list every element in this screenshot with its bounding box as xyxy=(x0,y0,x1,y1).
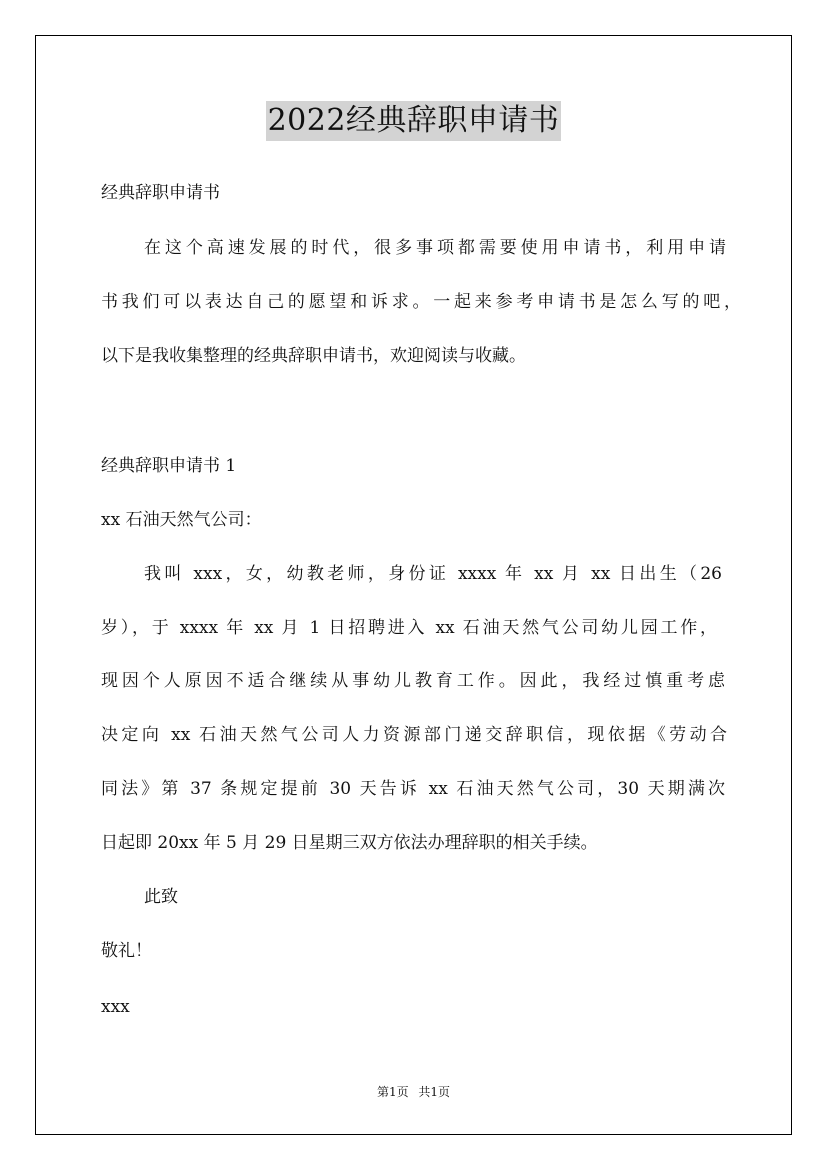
closing-line-1: 此致 xyxy=(144,887,178,907)
intro-line-2: 书我们可以表达自己的愿望和诉求。一起来参考申请书是怎么写的吧， xyxy=(101,292,741,312)
closing-line-2: 敬礼！ xyxy=(101,941,152,961)
intro-line-1: 在这个高速发展的时代，很多事项都需要使用申请书，利用申请 xyxy=(144,238,726,258)
signature: xxx xyxy=(101,997,130,1017)
salutation: xx 石油天然气公司： xyxy=(101,510,262,530)
document-subtitle: 经典辞职申请书 xyxy=(101,183,220,203)
section-heading: 经典辞职申请书 1 xyxy=(101,456,237,476)
body-line-2: 岁），于 xxxx 年 xx 月 1 日招聘进入 xx 石油天然气公司幼儿园工作， xyxy=(101,618,717,638)
body-line-1: 我叫 xxx，女，幼教老师，身份证 xxxx 年 xx 月 xx 日出生（26 xyxy=(144,564,722,584)
page-footer xyxy=(0,1084,827,1100)
body-line-6: 日起即 20xx 年 5 月 29 日星期三双方依法办理辞职的相关手续。 xyxy=(101,833,598,853)
intro-line-3: 以下是我收集整理的经典辞职申请书，欢迎阅读与收藏。 xyxy=(101,346,526,366)
body-line-4: 决定向 xx 石油天然气公司人力资源部门递交辞职信，现依据《劳动合 xyxy=(101,725,727,745)
page-number-total: 共1页 xyxy=(418,1085,451,1099)
document-title: 2022经典辞职申请书 xyxy=(266,101,562,141)
page-number-current: 第1页 xyxy=(376,1085,409,1099)
body-line-5: 同法》第 37 条规定提前 30 天告诉 xx 石油天然气公司，30 天期满次 xyxy=(101,779,725,799)
body-line-3: 现因个人原因不适合继续从事幼儿教育工作。因此，我经过慎重考虑 xyxy=(101,671,725,691)
title-wrapper xyxy=(0,101,827,141)
